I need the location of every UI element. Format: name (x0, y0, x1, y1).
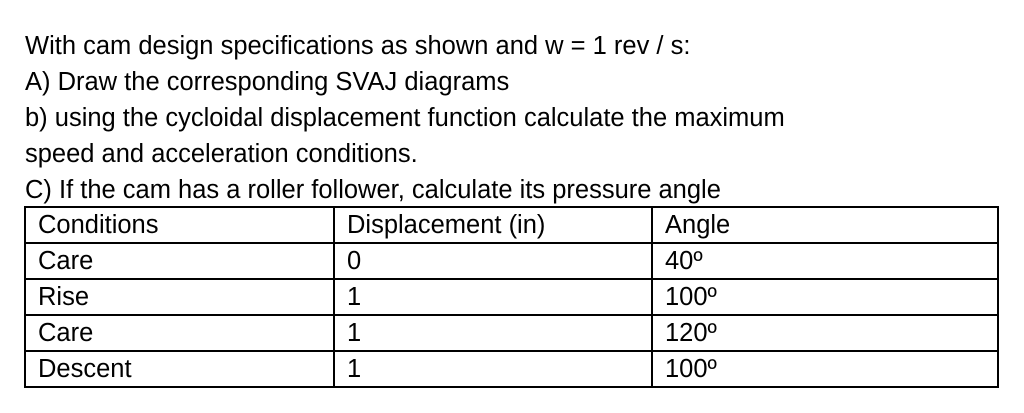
header-angle: Angle (652, 207, 998, 243)
problem-line-intro: With cam design specifications as shown and w = 1 rev / s: (25, 32, 691, 60)
cell-condition: Rise (25, 279, 334, 315)
cell-displacement: 1 (334, 279, 652, 315)
cell-angle: 120º (652, 315, 998, 351)
cell-angle: 40º (652, 243, 998, 279)
cell-displacement: 1 (334, 351, 652, 387)
table-header-row (25, 207, 998, 243)
header-displacement: Displacement (in) (334, 207, 652, 243)
problem-line-part-b: b) using the cycloidal displacement function calculate the maximum (25, 104, 785, 132)
cell-displacement: 0 (334, 243, 652, 279)
cell-angle: 100º (652, 279, 998, 315)
header-conditions: Conditions (25, 207, 334, 243)
problem-statement (25, 28, 1005, 208)
cam-spec-table (24, 206, 999, 388)
table-row (25, 351, 998, 387)
cell-displacement: 1 (334, 315, 652, 351)
cell-angle: 100º (652, 351, 998, 387)
table-row (25, 315, 998, 351)
problem-line-part-b-cont: speed and acceleration conditions. (25, 140, 418, 168)
problem-line-part-c: C) If the cam has a roller follower, calculate its pressure angle (25, 176, 721, 204)
table-row (25, 243, 998, 279)
cell-condition: Descent (25, 351, 334, 387)
cell-condition: Care (25, 315, 334, 351)
table-row (25, 279, 998, 315)
cell-condition: Care (25, 243, 334, 279)
problem-line-part-a: A) Draw the corresponding SVAJ diagrams (25, 68, 510, 96)
